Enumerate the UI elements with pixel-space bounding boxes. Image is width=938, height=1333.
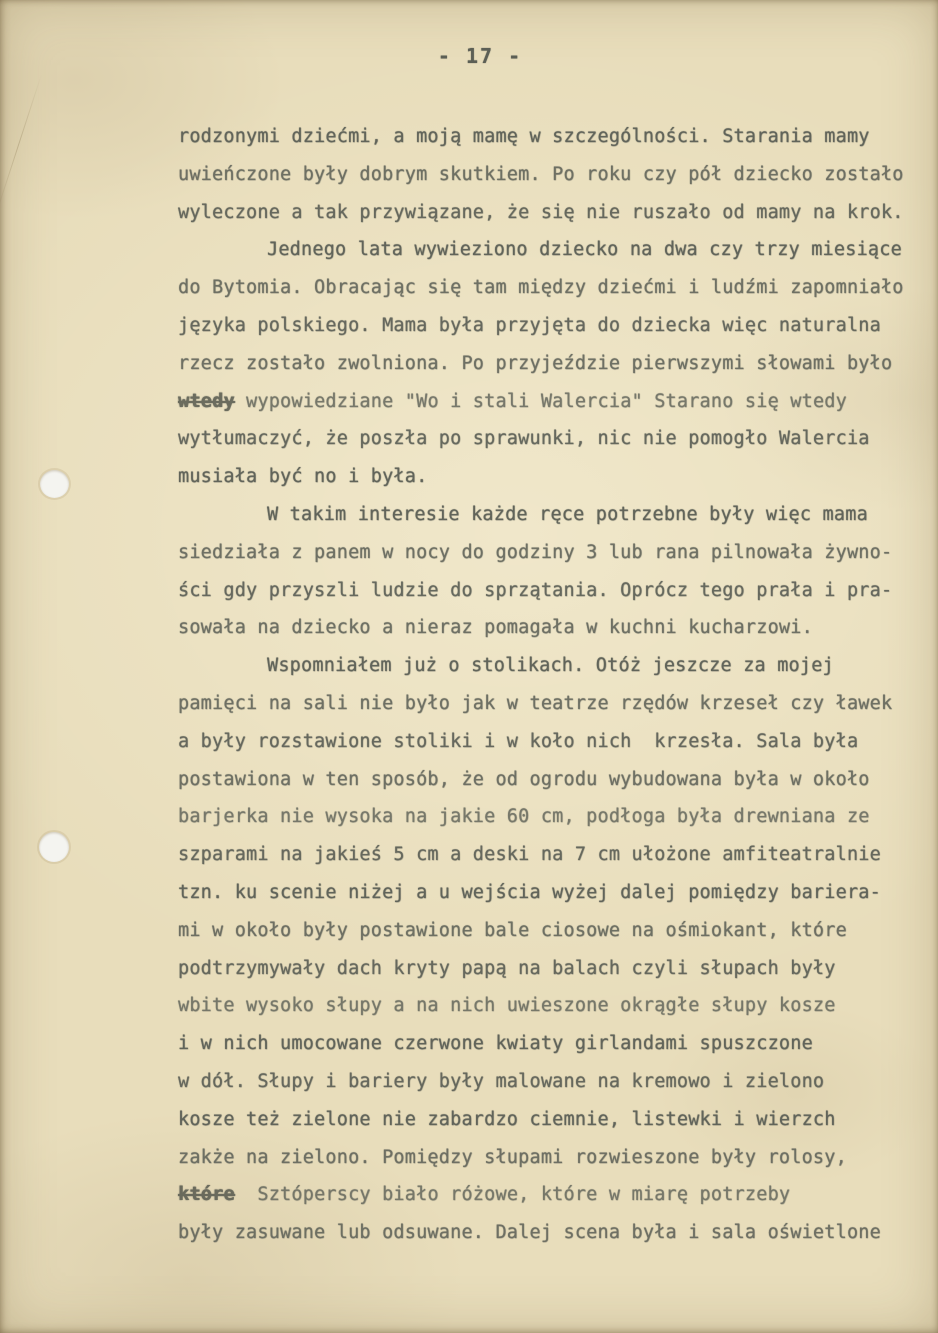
text-line: sowała na dziecko a nieraz pomagała w kuchni kucharzowi. [178,617,813,639]
text-line: języka polskiego. Mama była przyjęta do dziecka więc naturalna [178,314,881,336]
hole-punch-top [40,470,69,498]
text-line: W takim interesie każde ręce potrzebne były więc mama [267,503,868,525]
text-line: wyleczone a tak przywiązane, że się nie ruszało od mamy na krok. [178,201,904,223]
text-line: uwieńczone były dobrym skutkiem. Po roku czy pół dziecko zostało [178,163,904,185]
text-line: w dół. Słupy i bariery były malowane na kremowo i zielono [178,1070,825,1092]
struck-word: które [178,1184,235,1206]
text-line: które Sztóperscy biało różowe, które w miarę potrzeby [178,1184,791,1206]
text-line: i w nich umocowane czerwone kwiaty girlandami spuszczone [178,1033,813,1055]
page-number: - 17 - [437,44,523,68]
text-line: Wspomniałem już o stolikach. Otóż jeszcze za mojej [267,655,834,677]
paper-scratch [0,74,42,217]
text-line: barjerka nie wysoka na jakie 60 cm, podłoga była drewniana ze [178,806,870,828]
text-line: wtedy wypowiedziane "Wo i stali Walercia" Starano się wtedy [178,390,847,412]
text-line: rzecz zostało zwolniona. Po przyjeździe pierwszymi słowami było [178,352,893,374]
text-line: zakże na zielono. Pomiędzy słupami rozwieszone były rolosy, [178,1146,847,1168]
text-line: kosze też zielone nie zabardzo ciemnie, listewki i wierzch [178,1108,836,1130]
text-line: do Bytomia. Obracając się tam między dziećmi i ludźmi zapomniało [178,277,904,299]
text-line: musiała być no i była. [178,466,428,488]
typewritten-text-block [178,118,918,1252]
text-line: były zasuwane lub odsuwane. Dalej scena była i sala oświetlone [178,1222,881,1244]
text-line: mi w około były postawione bale ciosowe na ośmiokant, które [178,919,847,941]
text-line: postawiona w ten sposób, że od ogrodu wybudowana była w około [178,768,870,790]
hole-punch-bottom [39,832,69,862]
paragraph [178,647,918,1252]
paragraph [178,231,918,496]
text-line: pamięci na sali nie było jak w teatrze rzędów krzeseł czy ławek [178,692,893,714]
text-line: tzn. ku scenie niżej a u wejścia wyżej dalej pomiędzy bariera- [178,881,881,903]
paragraph [178,496,918,647]
text-line: a były rozstawione stoliki i w koło nich krzesła. Sala była [178,730,859,752]
text-line: ści gdy przyszli ludzie do sprzątania. Oprócz tego prała i pra- [178,579,893,601]
text-line: wytłumaczyć, że poszła po sprawunki, nic nie pomogło Walercia [178,428,870,450]
text-line: rodzonymi dziećmi, a moją mamę w szczególności. Starania mamy [178,126,870,147]
paragraph [178,118,918,231]
text-line: Jednego lata wywieziono dziecko na dwa czy trzy miesiące [267,239,902,261]
text-line: szparami na jakieś 5 cm a deski na 7 cm ułożone amfiteatralnie [178,844,881,866]
text-line: podtrzymywały dach kryty papą na balach czyli słupach były [178,957,836,979]
text-line: wbite wysoko słupy a na nich uwieszone okrągłe słupy kosze [178,995,836,1017]
struck-word: wtedy [178,390,235,412]
text-line: siedziała z panem w nocy do godziny 3 lub rana pilnowała żywno- [178,541,893,563]
